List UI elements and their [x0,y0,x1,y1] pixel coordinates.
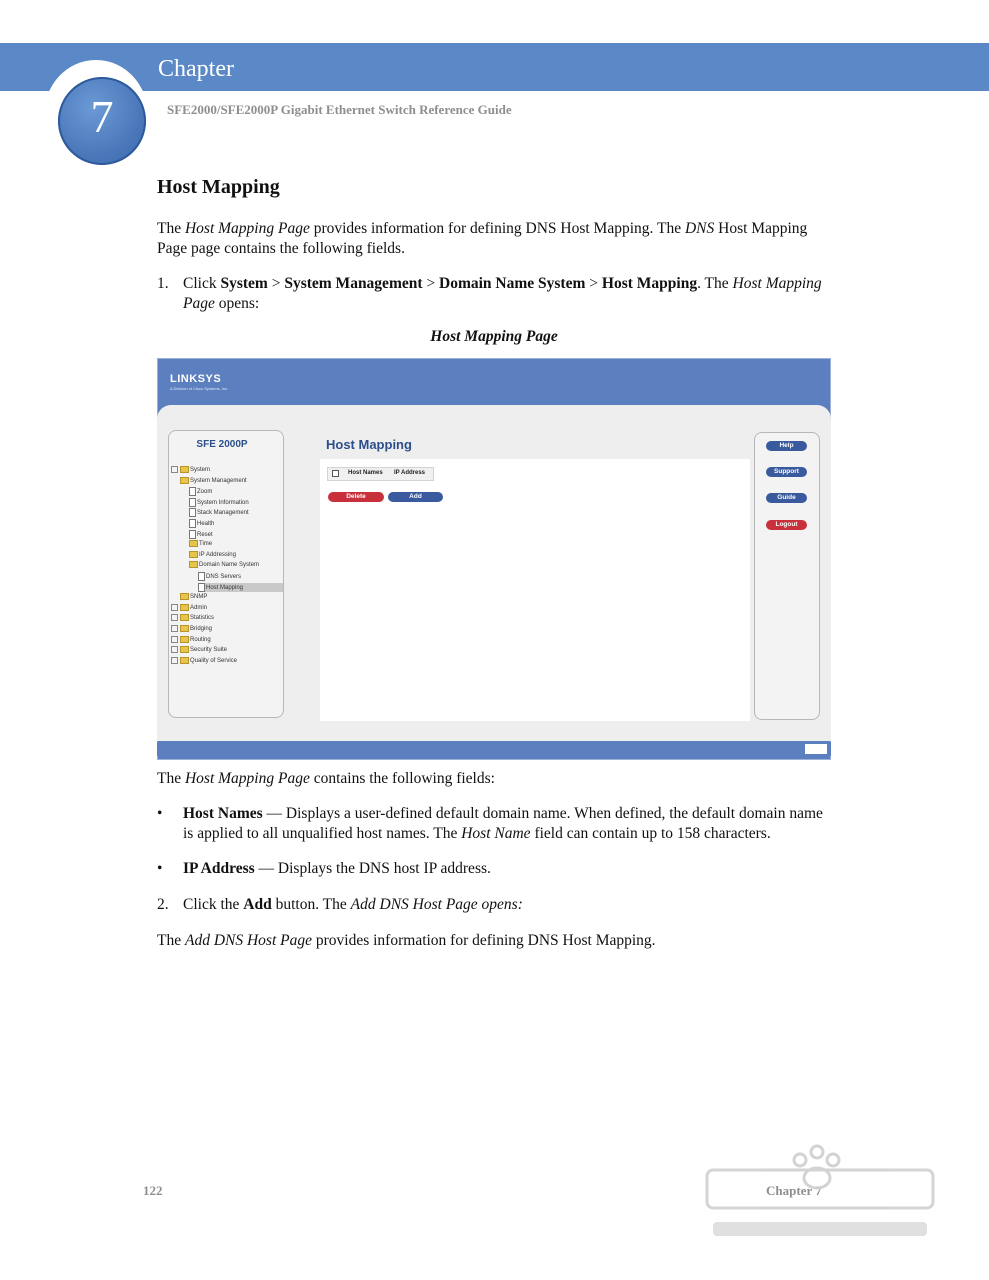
nav-tree-item[interactable] [189,508,249,517]
folder-icon [180,657,189,664]
nav-tree-item[interactable] [189,498,249,507]
delete-button[interactable]: Delete [328,492,384,502]
linksys-logo: LINKSYS [170,373,222,385]
expand-icon[interactable] [171,614,178,621]
expand-icon[interactable] [171,625,178,632]
document-icon [198,583,205,592]
folder-icon [180,646,189,653]
nav-tree-item[interactable] [189,561,259,569]
guide-button[interactable]: Guide [766,493,807,503]
nav-tree-item[interactable] [171,604,207,612]
nav-tree-label: Health [197,521,215,528]
step-1-number: 1. [157,275,169,292]
bullet-marker: • [157,860,163,877]
expand-icon[interactable] [171,657,178,664]
folder-icon [189,540,198,547]
column-header-host-names: Host Names [348,470,383,476]
intro-paragraph: The Host Mapping Page provides information for defining DNS Host Mapping. The DNS Host Mapping Page page contains the following fields. [157,220,808,257]
nav-tree-item[interactable] [171,636,211,644]
step-1-text: Click System > System Management > Domain Name System > Host Mapping. The Host Mapping Page opens: [183,275,822,312]
nav-tree-label: Quality of Service [190,657,238,664]
guide-title: SFE2000/SFE2000P Gigabit Ethernet Switch Reference Guide [167,102,512,117]
footer-chapter-label: Chapter 7 [766,1183,822,1198]
folder-icon [180,593,189,600]
chapter-number: 7 [90,91,114,142]
cisco-logo-icon [805,744,827,754]
folder-icon [180,636,189,643]
document-icon [189,530,196,539]
expand-icon[interactable] [171,646,178,653]
nav-tree-item[interactable] [198,583,283,592]
device-name: SFE 2000P [196,439,248,450]
nav-tree-label: Stack Management [197,510,249,517]
nav-tree-label: Host Mapping [206,584,244,591]
nav-tree-item[interactable] [171,646,227,654]
document-icon [198,572,205,581]
folder-icon [180,477,189,484]
bullet-marker: • [157,805,163,822]
logout-button[interactable]: Logout [766,520,807,530]
document-icon [189,487,196,496]
nav-tree-label: IP Addressing [199,551,236,558]
page-number: 122 [143,1183,163,1198]
folder-icon [180,614,189,621]
nav-tree-item[interactable] [171,625,212,633]
nav-tree-label: Admin [190,604,208,611]
nav-tree-item[interactable] [171,466,210,474]
nav-tree-item[interactable] [189,540,212,548]
nav-tree-label: DNS Servers [206,574,242,581]
bullet-ip-address: IP Address — Displays the DNS host IP address. [183,860,491,877]
nav-tree-label: Statistics [190,615,215,622]
screenshot-footer-bar [157,742,831,756]
chapter-header-band [0,43,989,91]
help-button[interactable]: Help [766,441,807,451]
figure-caption: Host Mapping Page [430,328,558,345]
nav-tree-label: Bridging [190,626,213,633]
nav-tree-label: Security Suite [190,647,228,654]
select-all-checkbox[interactable] [332,470,339,477]
nav-tree-item[interactable] [171,614,214,622]
folder-icon [189,551,198,558]
chapter-word: Chapter [158,56,234,82]
document-icon [189,498,196,507]
watermark-logo-icon [705,1140,935,1240]
nav-tree-item[interactable] [198,572,241,581]
fields-intro: The Host Mapping Page contains the following fields: [157,770,495,787]
nav-tree-label: Routing [190,636,211,643]
nav-tree-label: System Management [190,477,247,484]
nav-tree-label: System Information [197,499,249,506]
document-icon [189,508,196,517]
folder-icon [180,604,189,611]
step-2-text: Click the Add button. The Add DNS Host Page opens: [183,896,523,913]
nav-tree-item[interactable] [180,593,207,601]
support-button[interactable]: Support [766,467,807,477]
bullet-host-names: Host Names — Displays a user-defined default domain name. When defined, the default domain name is applied to all unqualified host names. The Host Name field can contain up to 158 characters. [183,805,823,842]
folder-icon [180,466,189,473]
expand-icon[interactable] [171,604,178,611]
linksys-logo-subtitle: A Division of Cisco Systems, Inc. [170,386,229,391]
nav-tree-label: Domain Name System [199,562,260,569]
collapse-icon[interactable] [171,466,178,473]
nav-tree-item[interactable] [189,551,236,559]
nav-tree-label: Time [199,541,213,548]
nav-tree-label: Zoom [197,489,213,496]
nav-tree-label: SNMP [190,594,208,601]
nav-tree-item[interactable] [189,487,212,496]
column-header-ip-address: IP Address [394,470,426,476]
nav-tree-item[interactable] [189,530,213,539]
content-area [320,459,750,721]
step-2-number: 2. [157,896,169,913]
section-heading: Host Mapping [157,176,280,198]
document-icon [189,519,196,528]
nav-tree-item[interactable] [180,477,247,485]
nav-tree-item[interactable] [189,519,214,528]
nav-tree-label: Reset [197,531,213,538]
expand-icon[interactable] [171,636,178,643]
folder-icon [189,561,198,568]
nav-tree-item[interactable] [171,657,237,665]
closing-paragraph: The Add DNS Host Page provides information for defining DNS Host Mapping. [157,932,656,949]
nav-tree-label: System [190,467,211,474]
page-title: Host Mapping [326,437,412,452]
add-button[interactable]: Add [388,492,443,502]
folder-icon [180,625,189,632]
